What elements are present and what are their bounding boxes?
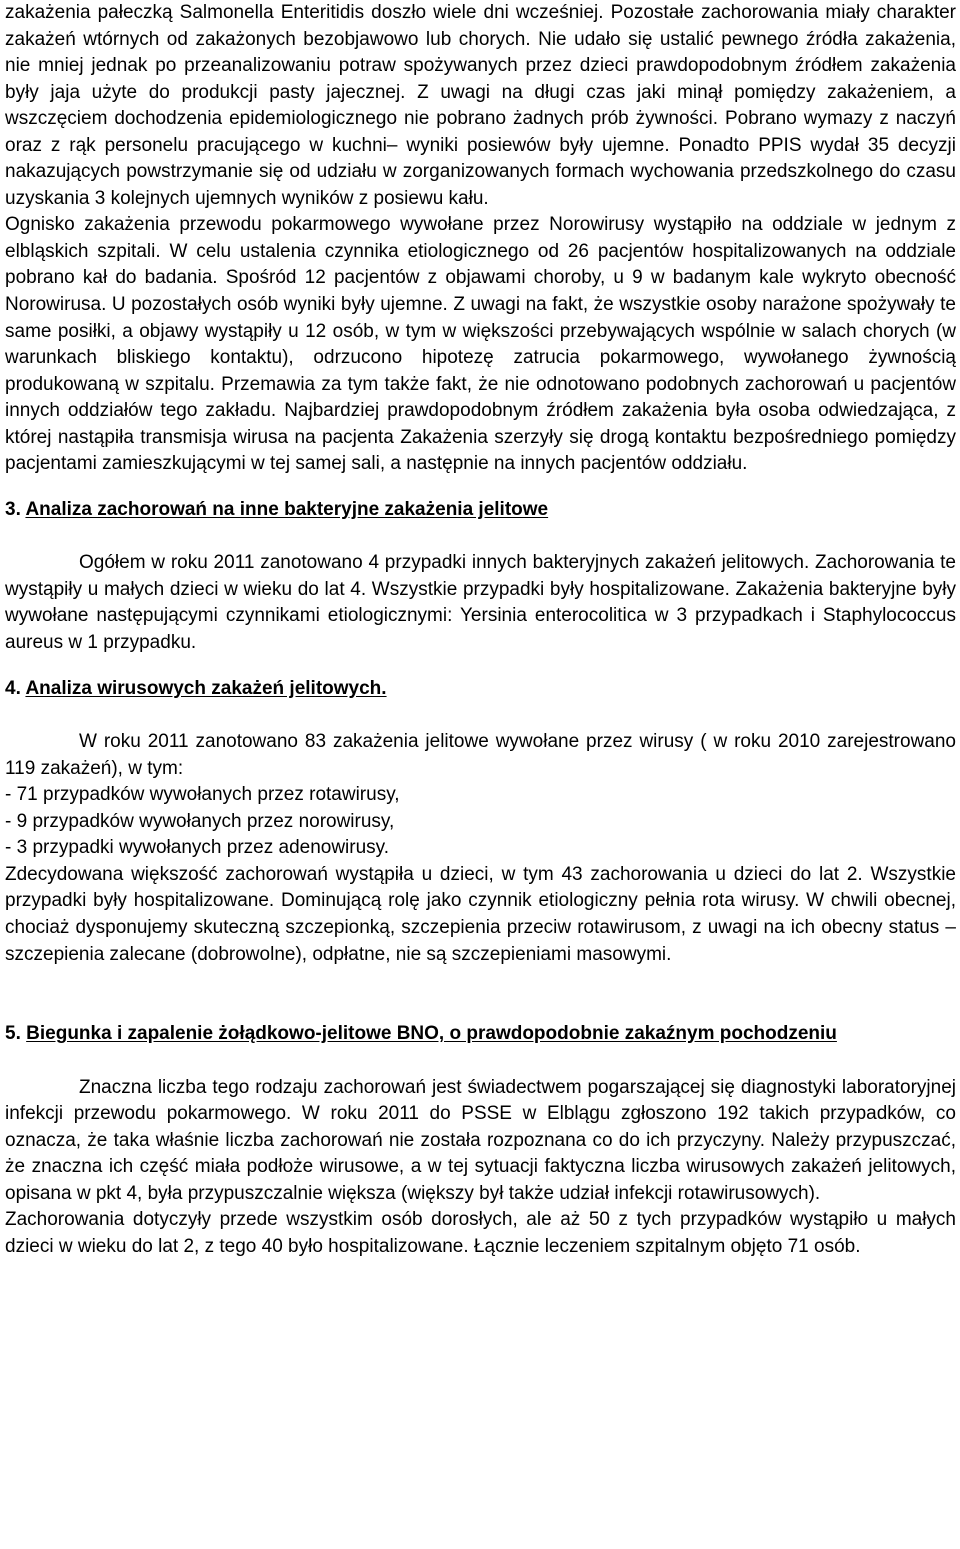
list-item: - 3 przypadki wywołanych przez adenowirusy. — [5, 837, 390, 859]
list-item: - 71 przypadków wywołanych przez rotawirusy, — [5, 784, 400, 806]
section-4-paragraph: Zdecydowana większość zachorowań wystąpiła u dzieci, w tym 43 zachorowania u dzieci do lat 2. Wszystkie przypadki były hospitalizowane. Dominującą rolę jako czynnik etiologiczny pełnia rota wirusy. W chwili obecnej, chociaż dysponujemy skuteczną szczepionką, szczepienia przeciw rotawirusom, z uwagi na ich obecny status – szczepienia zalecane (dobrowolne), odpłatne, nie są szczepieniami masowymi. — [5, 863, 956, 965]
section-5-paragraph-2: Zachorowania dotyczyły przede wszystkim osób dorosłych, ale aż 50 z tych przypadków wystąpiło u małych dzieci w wieku do lat 2, z tego 40 było hospitalizowane. Łącznie leczeniem szpitalnym objęto 71 osób. — [5, 1209, 956, 1257]
section-3-number: 3. — [5, 498, 21, 520]
section-4-intro: W roku 2011 zanotowano 83 zakażenia jelitowe wywołane przez wirusy ( w roku 2010 zarejestrowano 119 zakażeń), w tym: — [5, 731, 956, 779]
section-4-virus-list — [5, 782, 956, 862]
section-4-title: Analiza wirusowych zakażeń jelitowych. — [25, 677, 387, 699]
section-5-number: 5. — [5, 1023, 21, 1045]
section-3-paragraph: Ogółem w roku 2011 zanotowano 4 przypadki innych bakteryjnych zakażeń jelitowych. Zachorowania te wystąpiły u małych dzieci w wieku do lat 4. Wszystkie przypadki były hospitalizowane. Zakażenia bakteryjne były wywołane następującymi czynnikami etiologicznymi: Yersinia enterocolitica w 3 przypadkach i Staphylococcus aureus w 1 przypadku. — [5, 552, 956, 654]
section-3-heading — [5, 497, 956, 524]
section-5-paragraph-1: Znaczna liczba tego rodzaju zachorowań jest świadectwem pogarszającej się diagnostyki laboratoryjnej infekcji przewodu pokarmowego. W roku 2011 do PSSE w Elblągu zgłoszono 192 takich przypadków, co oznacza, że taka właśnie liczba zachorowań nie została rozpoznana co do ich przyczyny. Należy przypuszczać, że znaczna ich część miała podłoże wirusowe, a w tej sytuacji faktyczna liczba wirusowych zakażeń jelitowych, opisana w pkt 4, była przypuszczalnie większa (większy był także udział infekcji rotawirusowych). — [5, 1076, 956, 1204]
section-4-heading — [5, 676, 956, 703]
document-page — [5, 0, 956, 1260]
paragraph-salmonella-outbreak: zakażenia pałeczką Salmonella Enteritidis doszło wiele dni wcześniej. Pozostałe zachorowania miały charakter zakażeń wtórnych od zakażonych bezobjawowo lub chorych. Nie udało się ustalić pewnego źródła zakażenia, nie mniej jednak po przeanalizowaniu potraw spożywanych przez dzieci prawdopodobnym źródłem zakażenia były jaja użyte do produkcji pasty jajecznej. Z uwagi na długi czas jaki minął pomiędzy zakażeniem, a wszczęciem dochodzenia epidemiologicznego nie pobrano żadnych prób żywności. Pobrano wymazy z naczyń oraz z rąk personelu pracującego w kuchni– wyniki posiewów były ujemne. Ponadto PPIS wydał 35 decyzji nakazujących powstrzymanie się od udziału w zorganizowanych formach wychowania przedszkolnego do czasu uzyskania 3 kolejnych ujemnych wyników z posiewu kału. — [5, 2, 956, 209]
list-item: - 9 przypadków wywołanych przez norowirusy, — [5, 810, 395, 832]
section-4-number: 4. — [5, 677, 21, 699]
section-5-title: Biegunka i zapalenie żołądkowo-jelitowe BNO, o prawdopodobnie zakaźnym pochodzeniu — [26, 1023, 837, 1045]
section-3-title: Analiza zachorowań na inne bakteryjne zakażenia jelitowe — [25, 498, 549, 520]
section-5-heading — [5, 1021, 956, 1048]
paragraph-norovirus-outbreak: Ognisko zakażenia przewodu pokarmowego wywołane przez Norowirusy wystąpiło na oddziale w jednym z elbląskich szpitali. W celu ustalenia czynnika etiologicznego od 26 pacjentów hospitalizowanych na oddziale pobrano kał do badania. Spośród 12 pacjentów z objawami choroby, u 9 w badanym kale wykryto obecność Norowirusa. U pozostałych osób wyniki były ujemne. Z uwagi na fakt, że wszystkie osoby narażone spożywały te same posiłki, a objawy wystąpiły u 12 osób, w tym w większości przebywających wspólnie w salach chorych (w warunkach bliskiego kontaktu), odrzucono hipotezę zatrucia pokarmowego, wywołanego żywnością produkowaną w szpitalu. Przemawia za tym także fakt, że nie odnotowano podobnych zachorowań u pacjentów innych oddziałów tego zakładu. Najbardziej prawdopodobnym źródłem zakażenia była osoba odwiedzająca, z której nastąpiła transmisja wirusa na pacjenta Zakażenia szerzyły się drogą kontaktu bezpośredniego pomiędzy pacjentami zamieszkującymi w tej samej sali, a następnie na innych pacjentów oddziału. — [5, 214, 956, 475]
